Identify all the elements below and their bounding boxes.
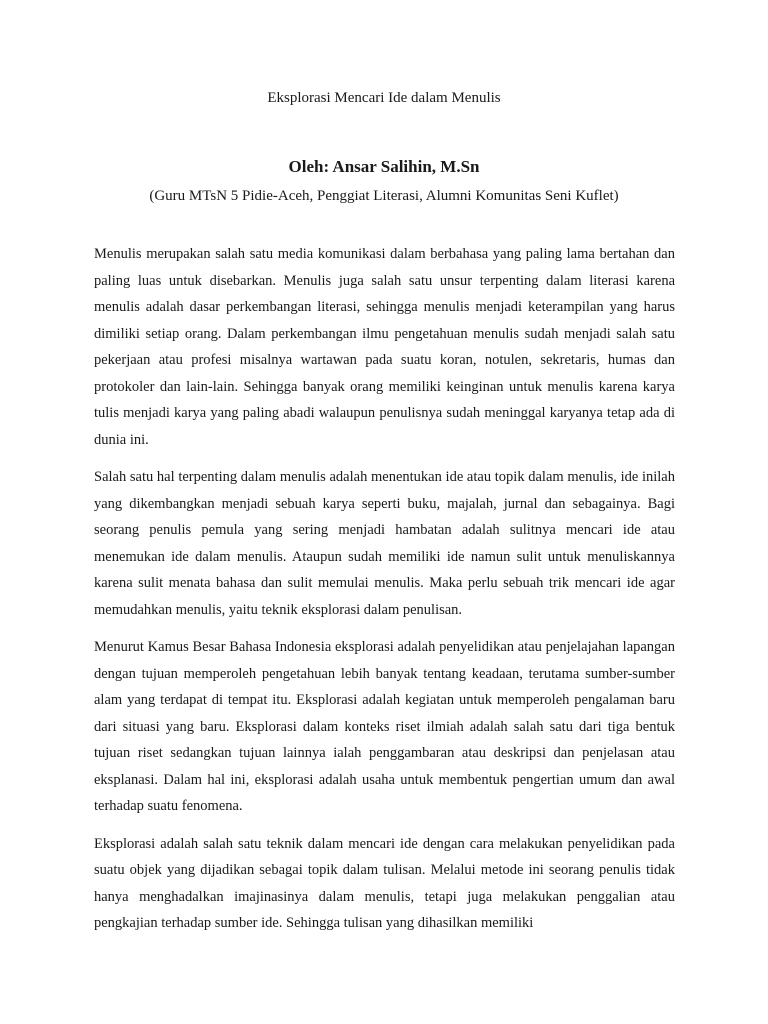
document-title: Eksplorasi Mencari Ide dalam Menulis xyxy=(267,90,501,106)
author-affiliation: (Guru MTsN 5 Pidie-Aceh, Penggiat Literasi, Alumni Komunitas Seni Kuflet) xyxy=(149,188,619,204)
paragraph-1: Menulis merupakan salah satu media komunikasi dalam berbahasa yang paling lama bertahan dan paling luas untuk disebarkan. Menulis juga salah satu unsur terpenting dalam literasi karena menulis adalah dasar perkembangan literasi, sehingga menulis menjadi keterampilan yang harus dimiliki setiap orang. Dalam perkembangan ilmu pengetahuan menulis sudah menjadi salah satu pekerjaan atau profesi misalnya wartawan pada suatu koran, notulen, sekretaris, humas dan protokoler dan lain-lain. Sehingga banyak orang memiliki keinginan untuk menulis karena karya tulis menjadi karya yang paling abadi walaupun penulisnya sudah meninggal karyanya tetap ada di dunia ini. xyxy=(94,246,675,448)
paragraph-2: Salah satu hal terpenting dalam menulis adalah menentukan ide atau topik dalam menulis, ide inilah yang dikembangkan menjadi sebuah karya seperti buku, majalah, jurnal dan sebagainya. Bagi seorang penulis pemula yang sering menjadi hambatan adalah sulitnya mencari ide atau menemukan ide dalam menulis. Ataupun sudah memiliki ide namun sulit untuk menuliskannya karena sulit menata bahasa dan sulit memulai menulis. Maka perlu sebuah trik mencari ide agar memudahkan menulis, yaitu teknik eksplorasi dalam penulisan. xyxy=(94,469,675,618)
paragraph-4: Eksplorasi adalah salah satu teknik dalam mencari ide dengan cara melakukan penyelidikan pada suatu objek yang dijadikan sebagai topik dalam tulisan. Melalui metode ini seorang penulis tidak hanya menghadalkan imajinasinya dalam menulis, tetapi juga melakukan penggalian atau pengkajian terhadap sumber ide. Sehingga tulisan yang dihasilkan memiliki xyxy=(94,835,675,931)
author-line: Oleh: Ansar Salihin, M.Sn xyxy=(288,157,480,176)
paragraph-3: Menurut Kamus Besar Bahasa Indonesia eksplorasi adalah penyelidikan atau penjelajahan lapangan dengan tujuan memperoleh pengetahuan lebih banyak tentang keadaan, terutama sumber-sumber alam yang terdapat di tempat itu. Eksplorasi adalah kegiatan untuk memperoleh pengalaman baru dari situasi yang baru. Eksplorasi dalam konteks riset ilmiah adalah salah satu dari tiga bentuk tujuan riset sedangkan tujuan lainnya ialah penggambaran atau deskripsi dan penjelasan atau eksplanasi. Dalam hal ini, eksplorasi adalah usaha untuk membentuk pengertian umum dan awal terhadap suatu fenomena. xyxy=(94,639,675,814)
document-body xyxy=(94,241,675,948)
